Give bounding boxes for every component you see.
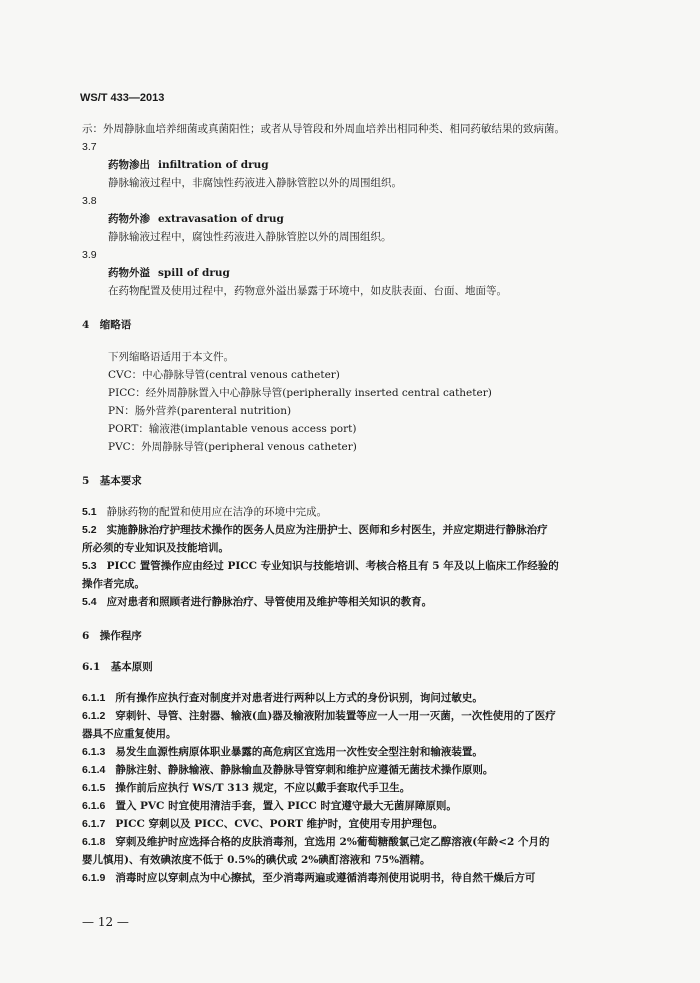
- clause-number: 3.9: [82, 249, 97, 261]
- term-definition: 在药物配置及使用过程中，药物意外溢出暴露于环境中，如皮肤表面、台面、地面等。: [108, 285, 507, 297]
- term-entry: [108, 212, 284, 226]
- clause-line: [82, 817, 443, 831]
- standard-header: WS/T 433—2013: [80, 92, 165, 104]
- clause-number: 6.1.2: [82, 710, 106, 722]
- term-zh: 药物渗出: [108, 159, 150, 171]
- term-definition: 静脉输液过程中，腐蚀性药液进入静脉管腔以外的周围组织。: [108, 231, 392, 243]
- clause-text: 操作前后应执行 WS/T 313 规定，不应以戴手套取代手卫生。: [115, 782, 411, 794]
- clause-text: 置入 PVC 时宜使用清洁手套，置入 PICC 时宜遵守最大无菌屏障原则。: [115, 800, 457, 812]
- section-heading: 6 操作程序: [82, 630, 142, 642]
- abbreviation-item: CVC：中心静脉导管(central venous catheter): [108, 369, 340, 381]
- page-number: — 12 —: [82, 915, 129, 929]
- clause-continuation: 操作者完成。: [82, 578, 145, 590]
- clause-number: 6.1.6: [82, 800, 106, 812]
- clause-number: 5.2: [82, 524, 97, 536]
- section-heading: 4 缩略语: [82, 319, 132, 331]
- clause-text: 静脉药物的配置和使用应在洁净的环境中完成。: [106, 506, 328, 518]
- clause-line: [82, 763, 493, 777]
- clause-text: 穿刺及维护时应选择合格的皮肤消毒剂，宜选用 2%葡萄糖酸氯己定乙醇溶液(年龄<2 个月的: [115, 836, 550, 848]
- clause-text: 易发生血源性病原体职业暴露的高危病区宜选用一次性安全型注射和输液装置。: [115, 746, 483, 758]
- clause-number: 6.1.3: [82, 746, 106, 758]
- term-entry: [108, 158, 269, 172]
- clause-text: 应对患者和照顾者进行静脉治疗、导管使用及维护等相关知识的教育。: [106, 596, 433, 608]
- term-zh: 药物外渗: [108, 213, 150, 225]
- clause-line: [82, 799, 457, 813]
- clause-line: [82, 871, 535, 885]
- abbreviation-item: PORT：输液港(implantable venous access port): [108, 423, 357, 435]
- clause-text: PICC 置管操作应由经过 PICC 专业知识与技能培训、考核合格且有 5 年及以上临床工作经验的: [106, 560, 559, 572]
- clause-number: 3.8: [82, 195, 97, 207]
- clause-line: [82, 595, 432, 609]
- clause-number: 6.1.4: [82, 764, 106, 776]
- subsection-heading: 6.1 基本原则: [82, 661, 153, 673]
- clause-number: 6.1.1: [82, 692, 106, 704]
- clause-number: 6.1.9: [82, 872, 106, 884]
- abbreviation-item: PN：肠外营养(parenteral nutrition): [108, 405, 292, 417]
- clause-number: 6.1.8: [82, 836, 106, 848]
- clause-continuation: 婴儿慎用)、有效碘浓度不低于 0.5%的碘伏或 2%碘酊溶液和 75%酒精。: [82, 854, 431, 866]
- clause-line: [82, 745, 483, 759]
- section-heading: 5 基本要求: [82, 475, 142, 487]
- clause-line: [82, 781, 410, 795]
- clause-number: 5.3: [82, 560, 97, 572]
- clause-number: 6.1.5: [82, 782, 106, 794]
- clause-line: [82, 835, 550, 849]
- clause-number: 3.7: [82, 141, 97, 153]
- text-line: 示：外周静脉血培养细菌或真菌阳性；或者从导管段和外周血培养出相同种类、相同药敏结果的致病菌。: [82, 123, 565, 135]
- clause-text: 消毒时应以穿刺点为中心擦拭，至少消毒两遍或遵循消毒剂使用说明书，待自然干燥后方可: [115, 872, 536, 884]
- clause-text: 静脉注射、静脉输液、静脉输血及静脉导管穿刺和维护应遵循无菌技术操作原则。: [115, 764, 494, 776]
- term-en: infiltration of drug: [158, 159, 269, 171]
- clause-number: 6.1.7: [82, 818, 106, 830]
- clause-line: [82, 559, 559, 573]
- clause-text: 穿刺针、导管、注射器、输液(血)器及输液附加装置等应一人一用一灭菌，一次性使用的了医疗: [115, 710, 556, 722]
- term-en: spill of drug: [158, 267, 230, 279]
- abbreviation-item: PVC：外周静脉导管(peripheral venous catheter): [108, 441, 357, 453]
- clause-number: 5.4: [82, 596, 97, 608]
- clause-text: 所有操作应执行查对制度并对患者进行两种以上方式的身份识别，询问过敏史。: [115, 692, 483, 704]
- clause-line: [82, 709, 556, 723]
- abbreviation-item: PICC：经外周静脉置入中心静脉导管(peripherally inserted central catheter): [108, 387, 492, 399]
- clause-number: 5.1: [82, 506, 97, 518]
- clause-text: 实施静脉治疗护理技术操作的医务人员应为注册护士、医师和乡村医生，并应定期进行静脉治疗: [106, 524, 548, 536]
- clause-line: [82, 523, 548, 537]
- clause-line: [82, 505, 327, 519]
- term-entry: [108, 266, 230, 280]
- clause-text: PICC 穿刺以及 PICC、CVC、PORT 维护时，宜使用专用护理包。: [115, 818, 444, 830]
- text-line: 下列缩略语适用于本文件。: [108, 351, 234, 363]
- term-definition: 静脉输液过程中，非腐蚀性药液进入静脉管腔以外的周围组织。: [108, 177, 402, 189]
- term-en: extravasation of drug: [158, 213, 284, 225]
- term-zh: 药物外溢: [108, 267, 150, 279]
- clause-line: [82, 691, 483, 705]
- clause-continuation: 器具不应重复使用。: [82, 728, 177, 740]
- clause-continuation: 所必须的专业知识及技能培训。: [82, 542, 229, 554]
